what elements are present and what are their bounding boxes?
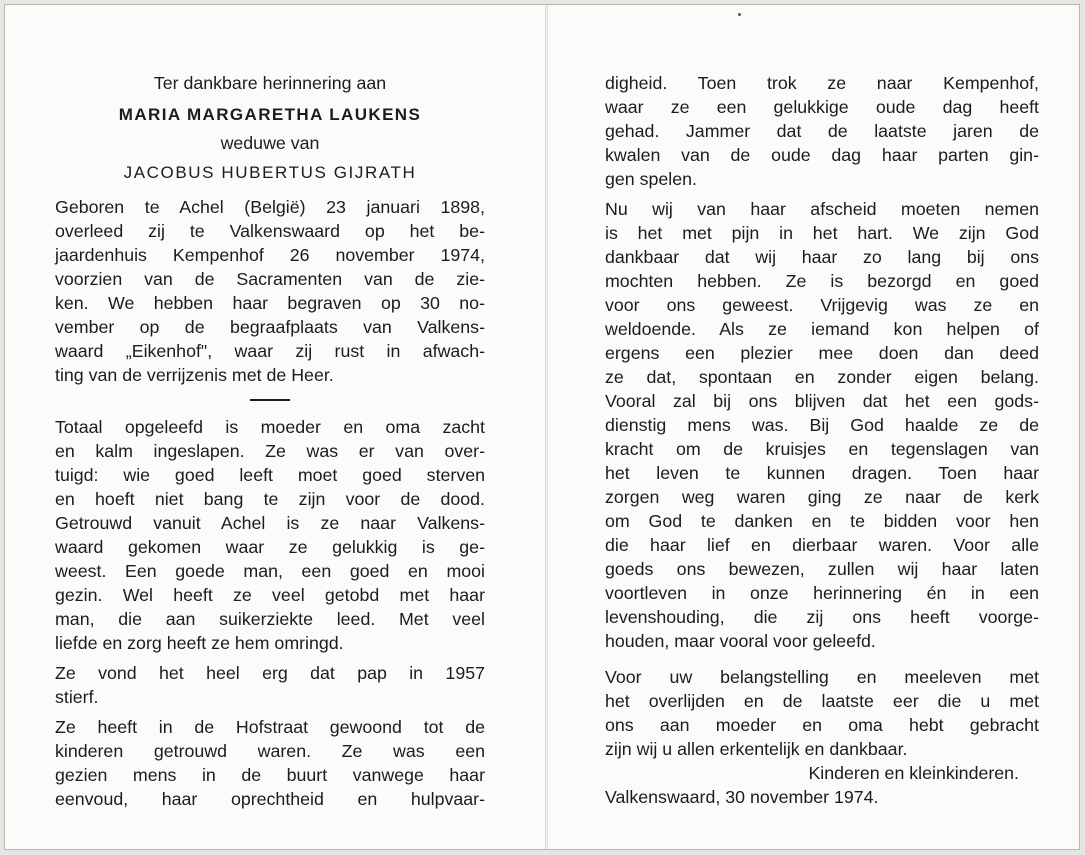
text-line: voortleven in onze herinnering én in een xyxy=(605,583,1039,603)
text-line: waard gekomen waar ze gelukkig is ge- xyxy=(55,537,485,557)
intro-line: Ter dankbare herinnering aan xyxy=(153,73,387,93)
text-line: kracht om de kruisjes en tegenslagen van xyxy=(605,439,1039,459)
relation-line: weduwe van xyxy=(220,133,320,153)
text-line: kwalen van de oude dag haar parten gin- xyxy=(605,145,1039,165)
left-column xyxy=(55,71,485,811)
signature-line: Kinderen en kleinkinderen. xyxy=(808,763,1019,783)
text-line: weldoende. Als ze iemand kon helpen of xyxy=(605,319,1039,339)
farewell-paragraph xyxy=(605,197,1039,653)
text-line: het leven te kunnen dragen. Toen haar xyxy=(605,463,1039,483)
text-line: Geboren te Achel (België) 23 januari 1898, xyxy=(55,197,485,217)
husband-name: JACOBUS HUBERTUS GIJRATH xyxy=(123,163,417,182)
text-line: mochten hebben. Ze is bezorgd en goed xyxy=(605,271,1039,291)
continuation-paragraph xyxy=(605,71,1039,191)
text-line: Ze heeft in de Hofstraat gewoond tot de xyxy=(55,717,485,737)
text-line: vember op de begraafplaats van Valkens- xyxy=(55,317,485,337)
memorial-card xyxy=(4,4,1080,850)
text-line: waar ze een gelukkige oude dag heeft xyxy=(605,97,1039,117)
hofstraat-paragraph xyxy=(55,715,485,811)
text-line: tuigd: wie goed leeft moet goed sterven xyxy=(55,465,485,485)
text-line: die haar lief en dierbaar waren. Voor alle xyxy=(605,535,1039,555)
text-line: jaardenhuis Kempenhof 26 november 1974, xyxy=(55,245,485,265)
husband-death-paragraph xyxy=(55,661,485,709)
text-line: dankbaar dat wij haar zo lang bij ons xyxy=(605,247,1039,267)
text-line: stierf. xyxy=(55,687,99,707)
text-line: het overlijden en de laatste eer die u met xyxy=(605,691,1039,711)
thanks-paragraph xyxy=(605,665,1039,761)
right-column xyxy=(605,71,1039,809)
text-line: ergens een plezier mee doen dan deed xyxy=(605,343,1039,363)
text-line: weest. Een goede man, een goed en mooi xyxy=(55,561,485,581)
text-line: ting van de verrijzenis met de Heer. xyxy=(55,365,334,385)
text-line: en kalm ingeslapen. Ze was er van over- xyxy=(55,441,485,461)
text-line: Nu wij van haar afscheid moeten nemen xyxy=(605,199,1039,219)
text-line: voorzien van de Sacramenten van de zie- xyxy=(55,269,485,289)
text-line: goeds ons bewezen, zullen wij haar laten xyxy=(605,559,1039,579)
text-line: Voor uw belangstelling en meeleven met xyxy=(605,667,1039,687)
text-line: liefde en zorg heeft ze hem omringd. xyxy=(55,633,344,653)
text-line: is het met pijn in het hart. We zijn God xyxy=(605,223,1039,243)
text-line: Vooral zal bij ons blijven dat het een gods- xyxy=(605,391,1039,411)
text-line: zijn wij u allen erkentelijk en dankbaar. xyxy=(605,739,908,759)
text-line: Ze vond het heel erg dat pap in 1957 xyxy=(55,663,485,683)
text-line: overleed zij te Valkenswaard op het be- xyxy=(55,221,485,241)
text-line: kinderen getrouwd waren. Ze was een xyxy=(55,741,485,761)
print-speck xyxy=(738,13,741,16)
text-line: houden, maar vooral voor geleefd. xyxy=(605,631,876,651)
text-line: dienstig mens was. Bij God haalde ze de xyxy=(605,415,1039,435)
text-line: gehad. Jammer dat de laatste jaren de xyxy=(605,121,1039,141)
text-line: waard „Eikenhof", waar zij rust in afwach- xyxy=(55,341,485,361)
text-line: ons aan moeder en oma hebt gebracht xyxy=(605,715,1039,735)
text-line: ken. We hebben haar begraven op 30 no- xyxy=(55,293,485,313)
text-line: levenshouding, die zij ons heeft voorge- xyxy=(605,607,1039,627)
text-line: eenvoud, haar oprechtheid en hulpvaar- xyxy=(55,789,485,809)
text-line: gezien mens in de buurt vanwege haar xyxy=(55,765,485,785)
text-line: zorgen weg waren ging ze naar de kerk xyxy=(605,487,1039,507)
place-date-line: Valkenswaard, 30 november 1974. xyxy=(605,787,879,807)
text-line: en hoeft niet bang te zijn voor de dood. xyxy=(55,489,485,509)
tribute-paragraph xyxy=(55,415,485,655)
text-line: voor ons geweest. Vrijgevig was ze en xyxy=(605,295,1039,315)
section-divider xyxy=(250,399,290,401)
text-line: Getrouwd vanuit Achel is ze naar Valkens- xyxy=(55,513,485,533)
text-line: Totaal opgeleefd is moeder en oma zacht xyxy=(55,417,485,437)
text-line: ze dat, spontaan en zonder eigen belang. xyxy=(605,367,1039,387)
text-line: gen spelen. xyxy=(605,169,697,189)
text-line: digheid. Toen trok ze naar Kempenhof, xyxy=(605,73,1039,93)
text-line: gezin. Wel heeft ze veel getobd met haar xyxy=(55,585,485,605)
deceased-name: MARIA MARGARETHA LAUKENS xyxy=(118,105,422,124)
text-line: man, die aan suikerziekte leed. Met veel xyxy=(55,609,485,629)
card-fold xyxy=(545,5,548,849)
text-line: om God te danken en te bidden voor hen xyxy=(605,511,1039,531)
biography-paragraph xyxy=(55,195,485,387)
